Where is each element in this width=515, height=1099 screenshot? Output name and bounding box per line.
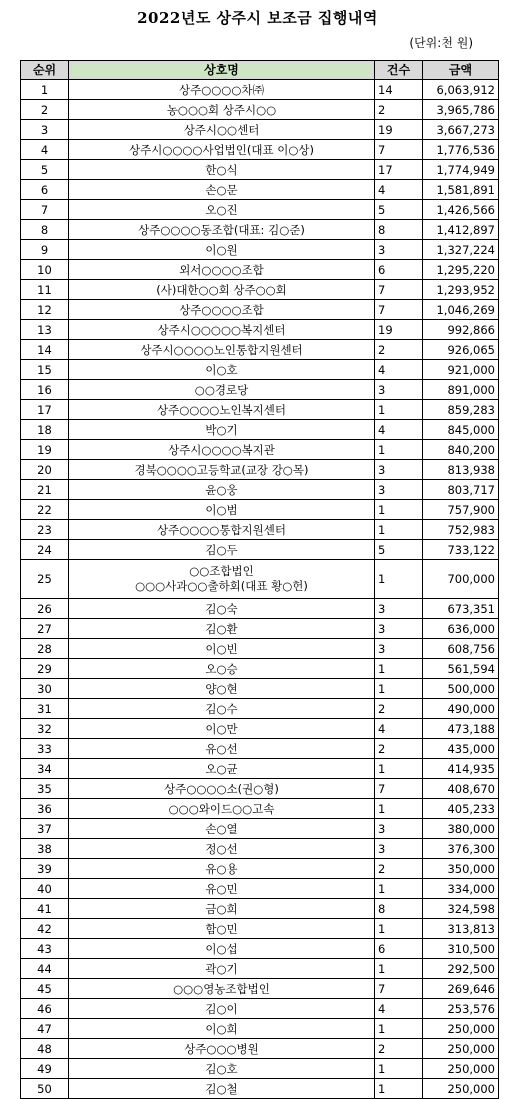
rank-cell: 16 bbox=[21, 380, 69, 400]
name-cell: ○○○와이드○○고속 bbox=[69, 799, 375, 819]
table-row bbox=[21, 80, 499, 100]
rank-cell: 8 bbox=[21, 220, 69, 240]
count-cell: 4 bbox=[375, 180, 423, 200]
amount-cell: 408,670 bbox=[423, 779, 499, 799]
count-cell: 7 bbox=[375, 979, 423, 999]
table-row bbox=[21, 320, 499, 340]
table-row bbox=[21, 260, 499, 280]
rank-cell: 32 bbox=[21, 719, 69, 739]
count-cell: 4 bbox=[375, 719, 423, 739]
name-cell: 김○수 bbox=[69, 699, 375, 719]
count-cell: 2 bbox=[375, 699, 423, 719]
amount-cell: 1,293,952 bbox=[423, 280, 499, 300]
name-cell: 손○열 bbox=[69, 819, 375, 839]
amount-cell: 1,046,269 bbox=[423, 300, 499, 320]
amount-cell: 1,776,536 bbox=[423, 140, 499, 160]
amount-cell: 840,200 bbox=[423, 440, 499, 460]
rank-cell: 13 bbox=[21, 320, 69, 340]
name-cell: 이○섭 bbox=[69, 939, 375, 959]
amount-cell: 859,283 bbox=[423, 400, 499, 420]
table-row bbox=[21, 879, 499, 899]
rank-cell: 39 bbox=[21, 859, 69, 879]
count-cell: 3 bbox=[375, 480, 423, 500]
rank-cell: 23 bbox=[21, 520, 69, 540]
name-cell: 상주○○○○동조합(대표: 김○준) bbox=[69, 220, 375, 240]
rank-cell: 3 bbox=[21, 120, 69, 140]
amount-cell: 1,774,949 bbox=[423, 160, 499, 180]
amount-cell: 405,233 bbox=[423, 799, 499, 819]
amount-cell: 500,000 bbox=[423, 679, 499, 699]
rank-cell: 28 bbox=[21, 639, 69, 659]
header-name bbox=[69, 61, 375, 80]
name-cell: 농○○○회 상주시○○ bbox=[69, 100, 375, 120]
count-cell: 1 bbox=[375, 500, 423, 520]
count-cell: 1 bbox=[375, 659, 423, 679]
count-cell: 7 bbox=[375, 300, 423, 320]
table-row bbox=[21, 560, 499, 599]
rank-cell: 7 bbox=[21, 200, 69, 220]
rank-cell: 31 bbox=[21, 699, 69, 719]
count-cell: 17 bbox=[375, 160, 423, 180]
name-cell: 상주시○○○○노인통합지원센터 bbox=[69, 340, 375, 360]
count-cell: 4 bbox=[375, 420, 423, 440]
count-cell: 1 bbox=[375, 799, 423, 819]
name-cell: 상주시○○센터 bbox=[69, 120, 375, 140]
amount-cell: 561,594 bbox=[423, 659, 499, 679]
name-cell: 손○문 bbox=[69, 180, 375, 200]
amount-cell: 1,295,220 bbox=[423, 260, 499, 280]
table-row bbox=[21, 819, 499, 839]
count-cell: 3 bbox=[375, 599, 423, 619]
name-cell: 오○진 bbox=[69, 200, 375, 220]
amount-cell: 250,000 bbox=[423, 1019, 499, 1039]
amount-cell: 1,412,897 bbox=[423, 220, 499, 240]
name-cell: 윤○웅 bbox=[69, 480, 375, 500]
name-cell: 외서○○○○조합 bbox=[69, 260, 375, 280]
rank-cell: 45 bbox=[21, 979, 69, 999]
name-cell: 이○범 bbox=[69, 500, 375, 520]
count-cell: 2 bbox=[375, 739, 423, 759]
rank-cell: 19 bbox=[21, 440, 69, 460]
name-cell: 상주○○○○노인복지센터 bbox=[69, 400, 375, 420]
table-row bbox=[21, 679, 499, 699]
table-row bbox=[21, 280, 499, 300]
amount-cell: 6,063,912 bbox=[423, 80, 499, 100]
name-cell: 함○민 bbox=[69, 919, 375, 939]
count-cell: 3 bbox=[375, 240, 423, 260]
count-cell: 7 bbox=[375, 280, 423, 300]
amount-cell: 473,188 bbox=[423, 719, 499, 739]
rank-cell: 15 bbox=[21, 360, 69, 380]
amount-cell: 1,327,224 bbox=[423, 240, 499, 260]
amount-cell: 324,598 bbox=[423, 899, 499, 919]
name-cell: 김○호 bbox=[69, 1059, 375, 1079]
table-row bbox=[21, 699, 499, 719]
rank-cell: 2 bbox=[21, 100, 69, 120]
rank-cell: 22 bbox=[21, 500, 69, 520]
name-cell: 경북○○○○고등학교(교장 강○목) bbox=[69, 460, 375, 480]
table-row bbox=[21, 500, 499, 520]
rank-cell: 27 bbox=[21, 619, 69, 639]
count-cell: 19 bbox=[375, 320, 423, 340]
rank-cell: 33 bbox=[21, 739, 69, 759]
rank-cell: 11 bbox=[21, 280, 69, 300]
rank-cell: 26 bbox=[21, 599, 69, 619]
rank-cell: 4 bbox=[21, 140, 69, 160]
amount-cell: 435,000 bbox=[423, 739, 499, 759]
rank-cell: 20 bbox=[21, 460, 69, 480]
count-cell: 14 bbox=[375, 80, 423, 100]
table-row bbox=[21, 540, 499, 560]
unit-note: (단위:천 원) bbox=[409, 36, 473, 50]
rank-cell: 21 bbox=[21, 480, 69, 500]
rank-cell: 25 bbox=[21, 560, 69, 599]
table-row bbox=[21, 959, 499, 979]
amount-cell: 636,000 bbox=[423, 619, 499, 639]
amount-cell: 673,351 bbox=[423, 599, 499, 619]
rank-cell: 40 bbox=[21, 879, 69, 899]
name-cell: (사)대한○○회 상주○○회 bbox=[69, 280, 375, 300]
table-row bbox=[21, 160, 499, 180]
table-row bbox=[21, 120, 499, 140]
amount-cell: 700,000 bbox=[423, 560, 499, 599]
rank-cell: 24 bbox=[21, 540, 69, 560]
name-cell: 곽○기 bbox=[69, 959, 375, 979]
table-row bbox=[21, 240, 499, 260]
count-cell: 2 bbox=[375, 1039, 423, 1059]
amount-cell: 250,000 bbox=[423, 1059, 499, 1079]
table-row bbox=[21, 659, 499, 679]
name-cell bbox=[69, 560, 375, 599]
count-cell: 1 bbox=[375, 560, 423, 599]
rank-cell: 14 bbox=[21, 340, 69, 360]
table-row bbox=[21, 340, 499, 360]
table-row bbox=[21, 639, 499, 659]
count-cell: 19 bbox=[375, 120, 423, 140]
count-cell: 8 bbox=[375, 899, 423, 919]
name-cell: 상주○○○○조합 bbox=[69, 300, 375, 320]
name-cell: 상주시○○○○사업법인(대표 이○상) bbox=[69, 140, 375, 160]
table-row bbox=[21, 440, 499, 460]
rank-cell: 38 bbox=[21, 839, 69, 859]
amount-cell: 752,983 bbox=[423, 520, 499, 540]
table-row bbox=[21, 220, 499, 240]
count-cell: 7 bbox=[375, 779, 423, 799]
rank-cell: 29 bbox=[21, 659, 69, 679]
table-row bbox=[21, 619, 499, 639]
table-row bbox=[21, 200, 499, 220]
count-cell: 1 bbox=[375, 1019, 423, 1039]
rank-cell: 42 bbox=[21, 919, 69, 939]
count-cell: 3 bbox=[375, 380, 423, 400]
table-row bbox=[21, 480, 499, 500]
name-cell: 이○빈 bbox=[69, 639, 375, 659]
count-cell: 6 bbox=[375, 260, 423, 280]
name-cell: 상주○○○○차㈜ bbox=[69, 80, 375, 100]
header-row bbox=[21, 61, 499, 80]
amount-cell: 250,000 bbox=[423, 1079, 499, 1099]
name-cell: 양○현 bbox=[69, 679, 375, 699]
rank-cell: 35 bbox=[21, 779, 69, 799]
table-row bbox=[21, 180, 499, 200]
amount-cell: 608,756 bbox=[423, 639, 499, 659]
table-row bbox=[21, 759, 499, 779]
table-row bbox=[21, 919, 499, 939]
subsidy-table bbox=[20, 60, 499, 1099]
table-row bbox=[21, 839, 499, 859]
rank-cell: 41 bbox=[21, 899, 69, 919]
amount-cell: 376,300 bbox=[423, 839, 499, 859]
table-row bbox=[21, 739, 499, 759]
amount-cell: 310,500 bbox=[423, 939, 499, 959]
table-row bbox=[21, 979, 499, 999]
rank-cell: 49 bbox=[21, 1059, 69, 1079]
count-cell: 3 bbox=[375, 460, 423, 480]
amount-cell: 1,426,566 bbox=[423, 200, 499, 220]
amount-cell: 313,813 bbox=[423, 919, 499, 939]
name-cell: 유○민 bbox=[69, 879, 375, 899]
count-cell: 1 bbox=[375, 1079, 423, 1099]
amount-cell: 891,000 bbox=[423, 380, 499, 400]
count-cell: 3 bbox=[375, 639, 423, 659]
count-cell: 3 bbox=[375, 819, 423, 839]
count-cell: 1 bbox=[375, 919, 423, 939]
rank-cell: 17 bbox=[21, 400, 69, 420]
amount-cell: 845,000 bbox=[423, 420, 499, 440]
name-cell: 이○호 bbox=[69, 360, 375, 380]
header-amount: 금액 bbox=[423, 61, 499, 80]
amount-cell: 1,581,891 bbox=[423, 180, 499, 200]
name-cell: 유○용 bbox=[69, 859, 375, 879]
rank-cell: 44 bbox=[21, 959, 69, 979]
rank-cell: 6 bbox=[21, 180, 69, 200]
rank-cell: 12 bbox=[21, 300, 69, 320]
count-cell: 1 bbox=[375, 879, 423, 899]
amount-cell: 292,500 bbox=[423, 959, 499, 979]
rank-cell: 43 bbox=[21, 939, 69, 959]
name-cell: 김○두 bbox=[69, 540, 375, 560]
table-row bbox=[21, 420, 499, 440]
name-cell: 한○식 bbox=[69, 160, 375, 180]
table-row bbox=[21, 899, 499, 919]
table-row bbox=[21, 999, 499, 1019]
table-row bbox=[21, 859, 499, 879]
rank-cell: 10 bbox=[21, 260, 69, 280]
amount-cell: 250,000 bbox=[423, 1039, 499, 1059]
amount-cell: 733,122 bbox=[423, 540, 499, 560]
rank-cell: 34 bbox=[21, 759, 69, 779]
table-row bbox=[21, 460, 499, 480]
amount-cell: 3,667,273 bbox=[423, 120, 499, 140]
name-cell: ○○경로당 bbox=[69, 380, 375, 400]
name-cell: 상주○○○○통합지원센터 bbox=[69, 520, 375, 540]
count-cell: 3 bbox=[375, 839, 423, 859]
rank-cell: 47 bbox=[21, 1019, 69, 1039]
count-cell: 1 bbox=[375, 400, 423, 420]
name-cell: ○○○영농조합법인 bbox=[69, 979, 375, 999]
table-row bbox=[21, 100, 499, 120]
count-cell: 2 bbox=[375, 859, 423, 879]
name-line-1: ○○조합법인 bbox=[189, 564, 254, 578]
amount-cell: 921,000 bbox=[423, 360, 499, 380]
header-count: 건수 bbox=[375, 61, 423, 80]
rank-cell: 5 bbox=[21, 160, 69, 180]
name-cell: 정○선 bbox=[69, 839, 375, 859]
amount-cell: 490,000 bbox=[423, 699, 499, 719]
name-cell: 오○승 bbox=[69, 659, 375, 679]
amount-cell: 813,938 bbox=[423, 460, 499, 480]
name-cell: 이○희 bbox=[69, 1019, 375, 1039]
count-cell: 1 bbox=[375, 679, 423, 699]
table-row bbox=[21, 939, 499, 959]
amount-cell: 992,866 bbox=[423, 320, 499, 340]
name-cell: 상주시○○○○○복지센터 bbox=[69, 320, 375, 340]
amount-cell: 926,065 bbox=[423, 340, 499, 360]
table-row bbox=[21, 599, 499, 619]
table-row bbox=[21, 799, 499, 819]
rank-cell: 46 bbox=[21, 999, 69, 1019]
name-cell: 금○희 bbox=[69, 899, 375, 919]
count-cell: 1 bbox=[375, 759, 423, 779]
table-row bbox=[21, 779, 499, 799]
rank-cell: 37 bbox=[21, 819, 69, 839]
name-cell: 박○기 bbox=[69, 420, 375, 440]
count-cell: 2 bbox=[375, 100, 423, 120]
table-row bbox=[21, 1019, 499, 1039]
count-cell: 1 bbox=[375, 959, 423, 979]
name-cell: 상주○○○병원 bbox=[69, 1039, 375, 1059]
count-cell: 7 bbox=[375, 140, 423, 160]
rank-cell: 50 bbox=[21, 1079, 69, 1099]
table-row bbox=[21, 400, 499, 420]
name-cell: 상주시○○○○복지관 bbox=[69, 440, 375, 460]
table-row bbox=[21, 360, 499, 380]
amount-cell: 414,935 bbox=[423, 759, 499, 779]
document-title: 2022년도 상주시 보조금 집행내역 bbox=[137, 9, 378, 27]
name-cell: 상주○○○○소(권○형) bbox=[69, 779, 375, 799]
table-body bbox=[21, 80, 499, 1099]
rank-cell: 9 bbox=[21, 240, 69, 260]
count-cell: 1 bbox=[375, 440, 423, 460]
count-cell: 3 bbox=[375, 619, 423, 639]
count-cell: 6 bbox=[375, 939, 423, 959]
count-cell: 2 bbox=[375, 340, 423, 360]
name-cell: 이○만 bbox=[69, 719, 375, 739]
name-cell: 김○환 bbox=[69, 619, 375, 639]
table-row bbox=[21, 1039, 499, 1059]
count-cell: 1 bbox=[375, 1059, 423, 1079]
rank-cell: 1 bbox=[21, 80, 69, 100]
table-row bbox=[21, 140, 499, 160]
name-cell: 김○이 bbox=[69, 999, 375, 1019]
rank-cell: 30 bbox=[21, 679, 69, 699]
count-cell: 5 bbox=[375, 200, 423, 220]
name-cell: 김○철 bbox=[69, 1079, 375, 1099]
amount-cell: 3,965,786 bbox=[423, 100, 499, 120]
amount-cell: 334,000 bbox=[423, 879, 499, 899]
table-row bbox=[21, 300, 499, 320]
table-row bbox=[21, 380, 499, 400]
name-cell: 유○선 bbox=[69, 739, 375, 759]
name-cell: 김○숙 bbox=[69, 599, 375, 619]
count-cell: 4 bbox=[375, 360, 423, 380]
table-row bbox=[21, 1059, 499, 1079]
rank-cell: 18 bbox=[21, 420, 69, 440]
rank-cell: 36 bbox=[21, 799, 69, 819]
rank-cell: 48 bbox=[21, 1039, 69, 1059]
amount-cell: 253,576 bbox=[423, 999, 499, 1019]
count-cell: 8 bbox=[375, 220, 423, 240]
count-cell: 4 bbox=[375, 999, 423, 1019]
header-name-label: 상호명 bbox=[72, 63, 371, 77]
count-cell: 5 bbox=[375, 540, 423, 560]
amount-cell: 269,646 bbox=[423, 979, 499, 999]
name-cell: 이○원 bbox=[69, 240, 375, 260]
table-row bbox=[21, 520, 499, 540]
table-row bbox=[21, 1079, 499, 1099]
amount-cell: 803,717 bbox=[423, 480, 499, 500]
amount-cell: 380,000 bbox=[423, 819, 499, 839]
table-row bbox=[21, 719, 499, 739]
header-rank: 순위 bbox=[21, 61, 69, 80]
amount-cell: 350,000 bbox=[423, 859, 499, 879]
amount-cell: 757,900 bbox=[423, 500, 499, 520]
count-cell: 1 bbox=[375, 520, 423, 540]
name-cell: 오○균 bbox=[69, 759, 375, 779]
name-line-2: ○○○사과○○출하회(대표 황○헌) bbox=[135, 579, 308, 593]
